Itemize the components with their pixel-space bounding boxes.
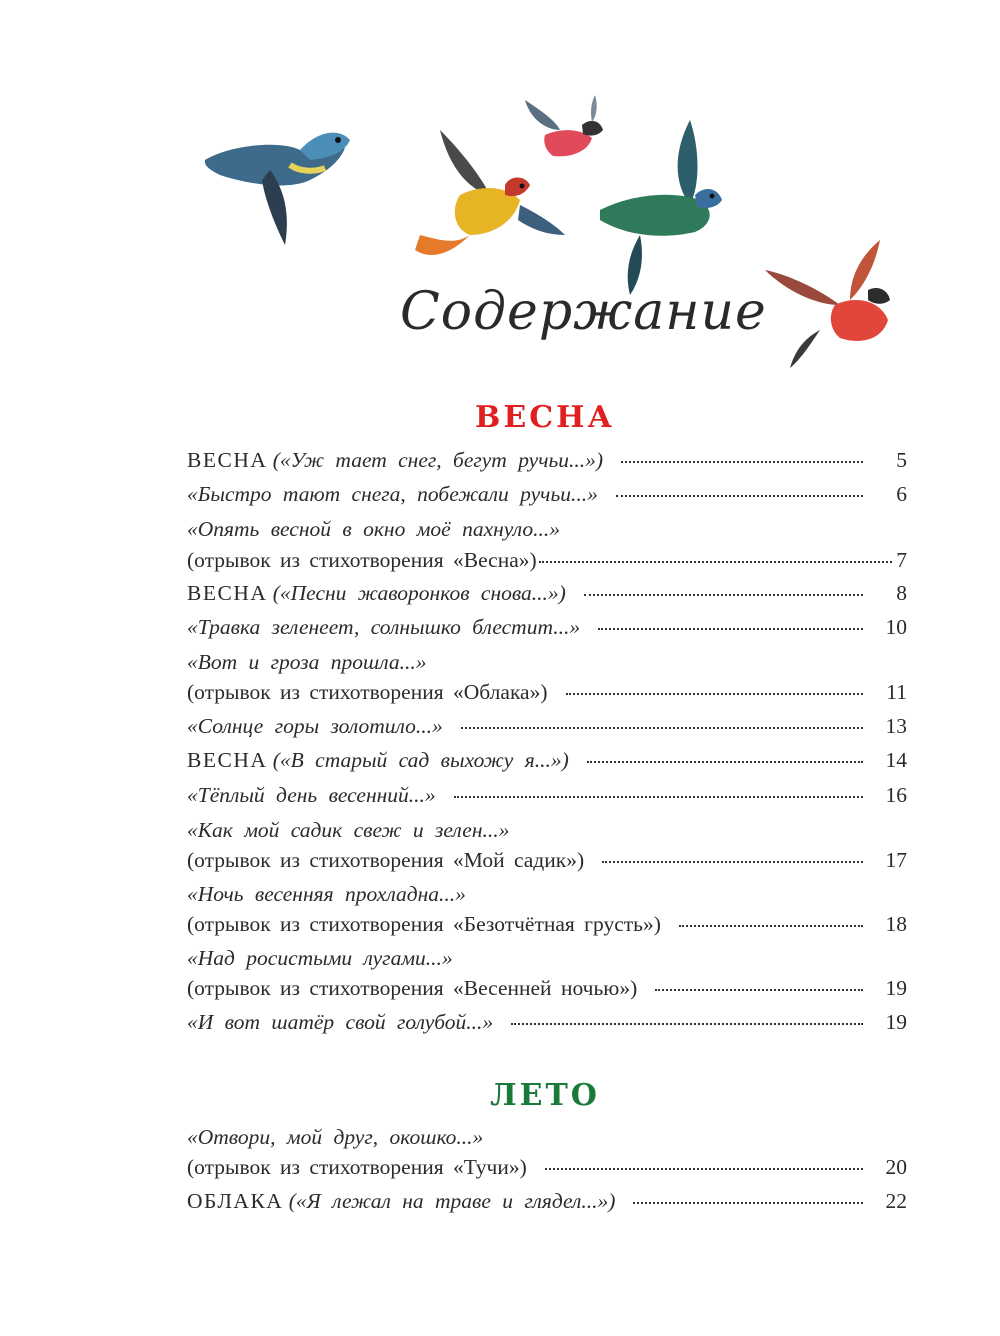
- toc-entry[interactable]: ВЕСНА («В старый сад выхожу я...») 14: [187, 748, 907, 772]
- toc-entry[interactable]: «Солнце горы золотило...» 13: [187, 714, 907, 738]
- toc-entry-title[interactable]: «Отвори, мой друг, окошко...»: [187, 1125, 484, 1149]
- toc-entry[interactable]: «Травка зеленеет, солнышко блестит...» 10: [187, 615, 907, 639]
- page-number: 7: [896, 548, 907, 572]
- page-number: 10: [885, 615, 907, 639]
- bird-yellow-icon: [415, 130, 565, 255]
- page-number: 8: [896, 581, 907, 605]
- toc-entry-title[interactable]: «Опять весной в окно моё пахнуло...»: [187, 517, 561, 541]
- leader-dots: [602, 861, 863, 863]
- page-number: 19: [885, 976, 907, 1000]
- page-number: 11: [886, 680, 907, 704]
- section-title-summer: ЛЕТО: [490, 1078, 600, 1113]
- leader-dots: [584, 594, 863, 596]
- toc-entry[interactable]: (отрывок из стихотворения «Безотчётная грусть») 18: [187, 912, 907, 936]
- toc-entry[interactable]: (отрывок из стихотворения «Весна») 7: [187, 548, 907, 572]
- leader-dots: [545, 1168, 863, 1170]
- toc-entry-title[interactable]: «Ночь весенняя прохладна...»: [187, 882, 466, 906]
- toc-entry[interactable]: «И вот шатёр свой голубой...» 19: [187, 1010, 907, 1034]
- toc-entry[interactable]: (отрывок из стихотворения «Мой садик») 17: [187, 848, 907, 872]
- page-number: 18: [885, 912, 907, 936]
- leader-dots: [539, 561, 893, 563]
- leader-dots: [655, 989, 863, 991]
- leader-dots: [566, 693, 863, 695]
- page-number: 17: [885, 848, 907, 872]
- bird-red-small-icon: [525, 95, 603, 156]
- page-number: 22: [885, 1189, 907, 1213]
- leader-dots: [633, 1202, 863, 1204]
- page-number: 5: [896, 448, 907, 472]
- leader-dots: [616, 495, 863, 497]
- bird-green-icon: [600, 120, 722, 295]
- leader-dots: [587, 761, 863, 763]
- section-title-spring: ВЕСНА: [475, 400, 615, 435]
- page-number: 19: [885, 1010, 907, 1034]
- page-title: Содержание: [400, 282, 767, 342]
- leader-dots: [461, 727, 863, 729]
- page-number: 20: [885, 1155, 907, 1179]
- toc-entry-title[interactable]: «Вот и гроза прошла...»: [187, 650, 427, 674]
- toc-entry-title[interactable]: «Как мой садик свеж и зелен...»: [187, 818, 510, 842]
- toc-entry[interactable]: (отрывок из стихотворения «Тучи») 20: [187, 1155, 907, 1179]
- toc-entry[interactable]: «Тёплый день весенний...» 16: [187, 783, 907, 807]
- toc-entry[interactable]: (отрывок из стихотворения «Облака») 11: [187, 680, 907, 704]
- page-number: 6: [896, 482, 907, 506]
- toc-entry[interactable]: ОБЛАКА («Я лежал на траве и глядел...») 22: [187, 1189, 907, 1213]
- page-number: 14: [885, 748, 907, 772]
- leader-dots: [598, 628, 863, 630]
- leader-dots: [679, 925, 863, 927]
- toc-entry[interactable]: (отрывок из стихотворения «Весенней ночью») 19: [187, 976, 907, 1000]
- leader-dots: [621, 461, 863, 463]
- page-number: 13: [885, 714, 907, 738]
- bird-blue-tit-icon: [205, 133, 350, 245]
- toc-entry[interactable]: ВЕСНА («Уж тает снег, бегут ручьи...») 5: [187, 448, 907, 472]
- page-number: 16: [885, 783, 907, 807]
- toc-entry[interactable]: ВЕСНА («Песни жаворонков снова...») 8: [187, 581, 907, 605]
- leader-dots: [511, 1023, 863, 1025]
- bird-bullfinch-icon: [765, 240, 890, 368]
- toc-entry[interactable]: «Быстро тают снега, побежали ручьи...» 6: [187, 482, 907, 506]
- leader-dots: [454, 796, 863, 798]
- toc-entry-title[interactable]: «Над росистыми лугами...»: [187, 946, 453, 970]
